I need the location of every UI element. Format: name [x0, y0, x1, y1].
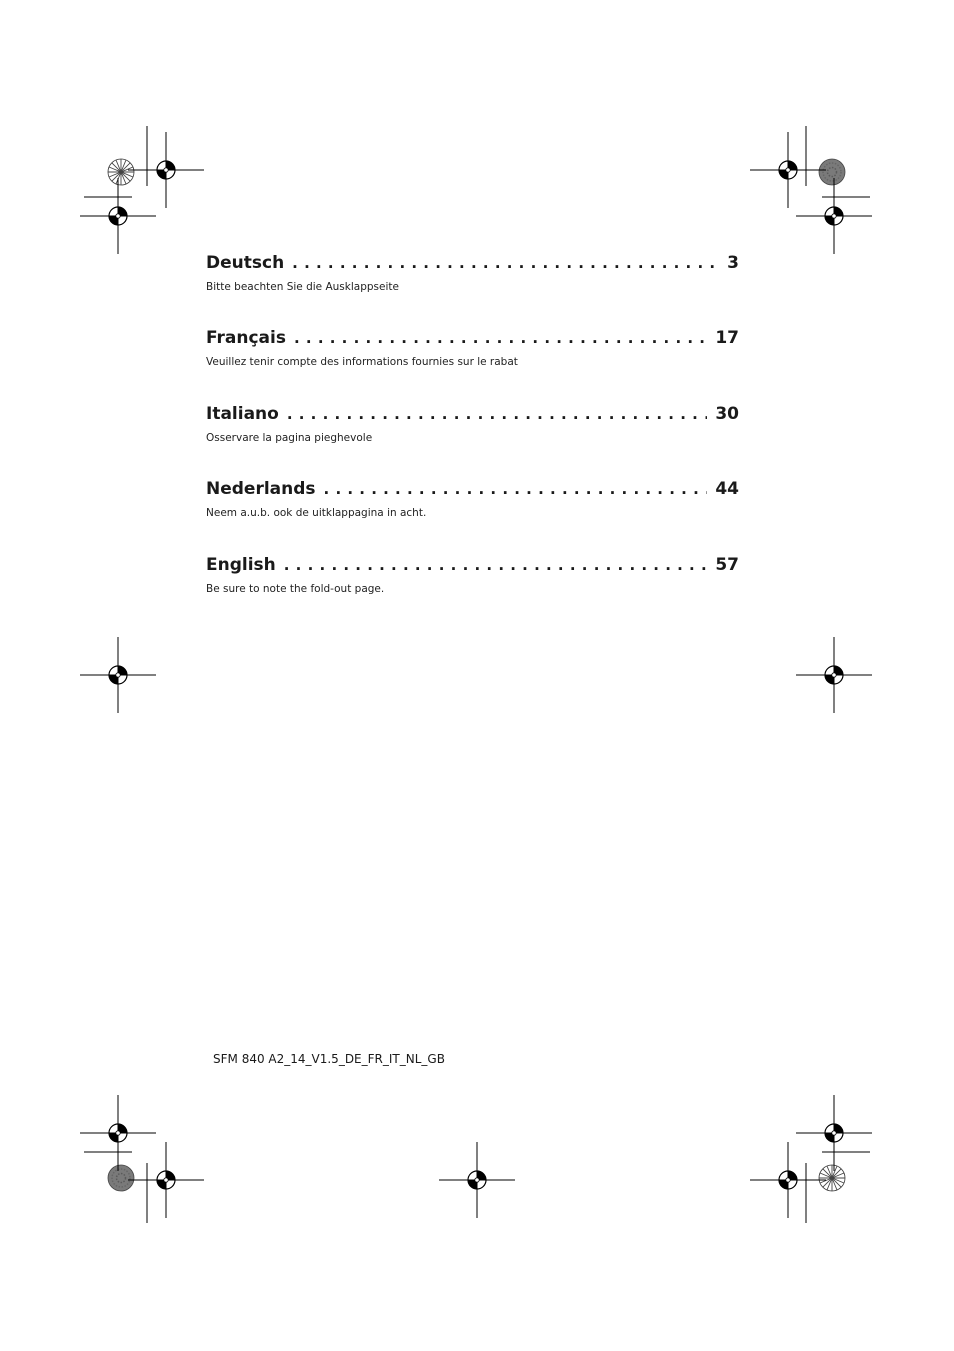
- toc-entry-title: Italiano: [206, 404, 279, 424]
- toc-entry-title: Deutsch: [206, 253, 285, 273]
- toc-entry-page: 17: [715, 328, 739, 348]
- dot-leader: [287, 403, 707, 425]
- toc-entry-italiano[interactable]: [206, 403, 739, 445]
- toc-entry-note: Veuillez tenir compte des informations fournies sur le rabat: [206, 356, 518, 368]
- toc-entry-deutsch[interactable]: [206, 252, 739, 294]
- toc-entry-note: Be sure to note the fold-out page.: [206, 583, 385, 595]
- document-code: SFM 840 A2_14_V1.5_DE_FR_IT_NL_GB: [213, 1052, 445, 1066]
- toc-entry-note: Neem a.u.b. ook de uitklappagina in acht.: [206, 507, 427, 519]
- toc-entry-english[interactable]: [206, 554, 739, 596]
- toc-entry-title: English: [206, 555, 276, 575]
- toc-entry-francais[interactable]: [206, 327, 739, 369]
- toc-entry-page: 30: [715, 404, 739, 424]
- toc-entry-page: 57: [715, 555, 739, 575]
- dot-leader: [324, 478, 708, 500]
- dot-leader: [294, 327, 707, 349]
- dot-leader: [284, 554, 708, 576]
- dot-leader: [292, 252, 719, 274]
- toc-entry-page: 3: [727, 253, 739, 273]
- toc-entry-note: Bitte beachten Sie die Ausklappseite: [206, 281, 399, 293]
- toc-entry-note: Osservare la pagina pieghevole: [206, 432, 373, 444]
- toc-entry-title: Français: [206, 328, 286, 348]
- toc-entry-nederlands[interactable]: [206, 478, 739, 520]
- toc-entry-title: Nederlands: [206, 479, 316, 499]
- toc-entry-page: 44: [715, 479, 739, 499]
